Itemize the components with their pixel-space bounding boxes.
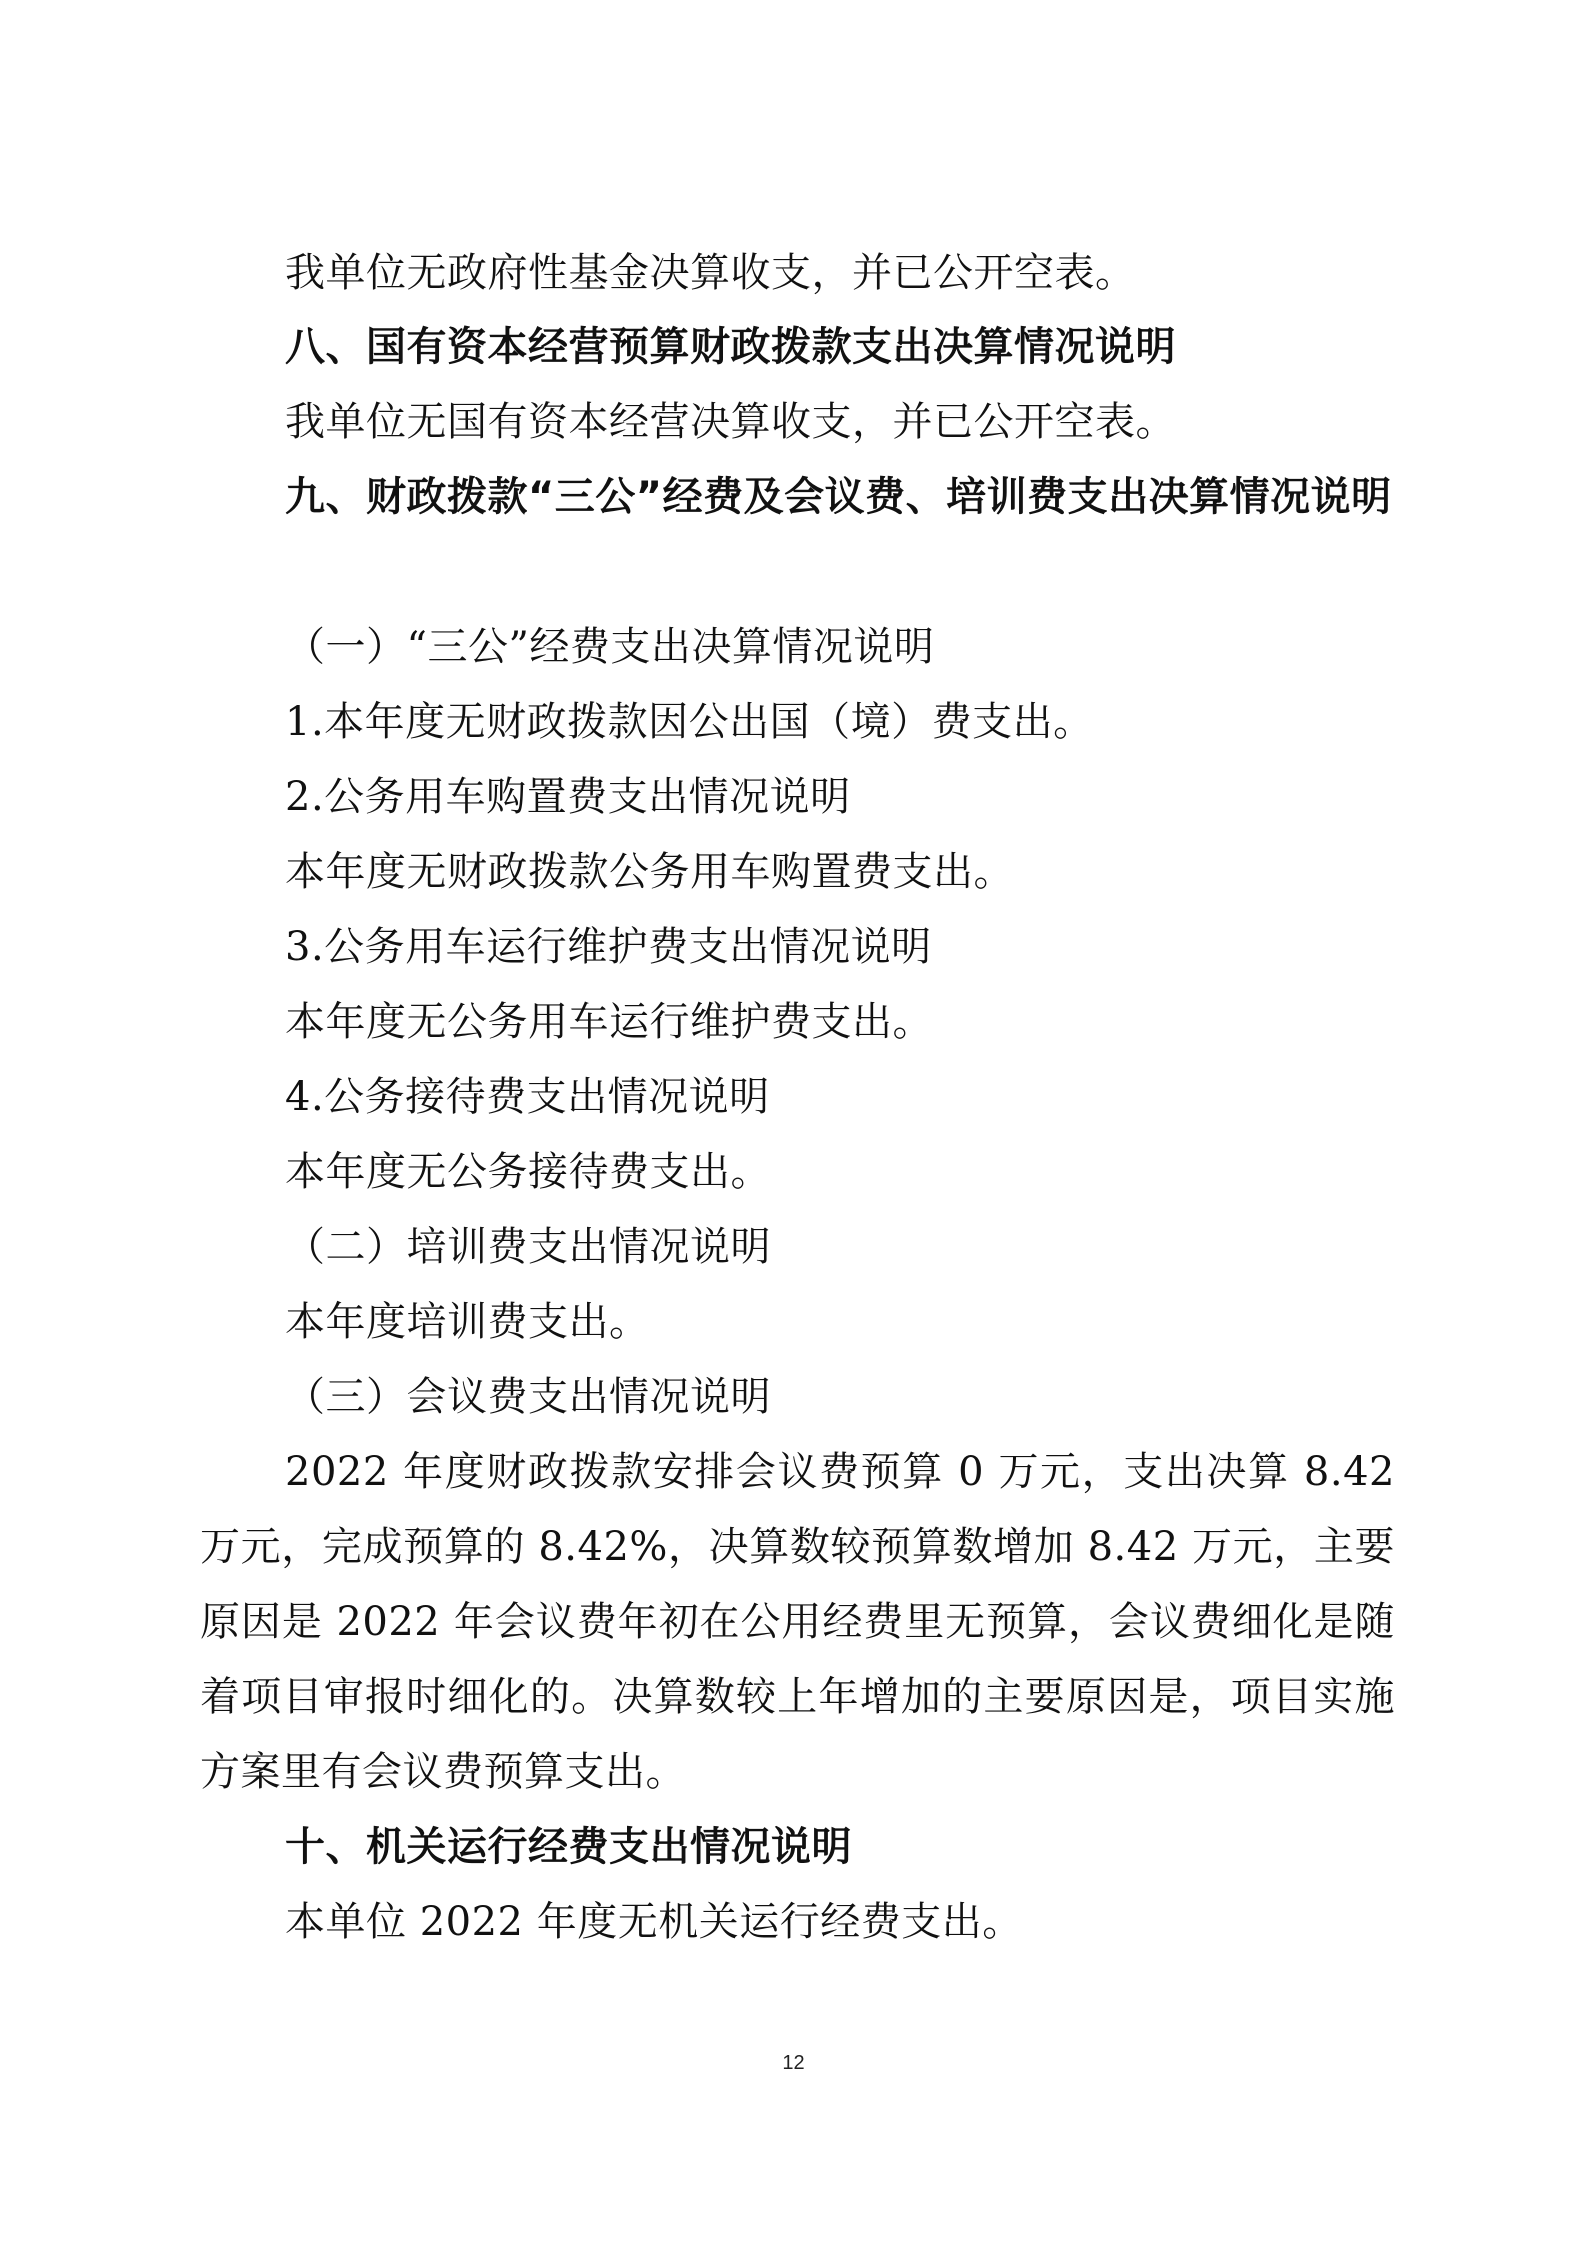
- subheading-vehicle-purchase: 2.公务用车购置费支出情况说明: [285, 774, 851, 820]
- subheading-three-public: （一）“三公”经费支出决算情况说明: [285, 624, 935, 670]
- text-line-state-capital: 我单位无国有资本经营决算收支，并已公开空表。: [285, 399, 1176, 445]
- subheading-vehicle-operation: 3.公务用车运行维护费支出情况说明: [285, 924, 932, 970]
- section-heading-9: 九、财政拨款“三公”经费及会议费、培训费支出决算情况说明: [285, 474, 1392, 520]
- subheading-meeting: （三）会议费支出情况说明: [285, 1374, 771, 1420]
- section-heading-10: 十、机关运行经费支出情况说明: [285, 1824, 852, 1870]
- text-line-vehicle-operation: 本年度无公务用车运行维护费支出。: [285, 999, 933, 1045]
- text-line-vehicle-purchase: 本年度无财政拨款公务用车购置费支出。: [285, 849, 1014, 895]
- subheading-reception: 4.公务接待费支出情况说明: [285, 1074, 770, 1120]
- text-line-overseas: 1.本年度无财政拨款因公出国（境）费支出。: [285, 699, 1094, 745]
- subheading-training: （二）培训费支出情况说明: [285, 1224, 771, 1270]
- page-number: 12: [782, 2052, 805, 2074]
- text-line-training: 本年度培训费支出。: [285, 1299, 650, 1345]
- text-line-reception: 本年度无公务接待费支出。: [285, 1149, 771, 1195]
- paragraph-meeting-expense: 2022 年度财政拨款安排会议费预算 0 万元，支出决算 8.42 万元，完成预算的 8.42%，决算数较预算数增加 8.42 万元，主要原因是 2022 年会议费年初在公用经费里无预算，会议费细化是随着项目审报时细化的。决算数较上年增加的主要原因是，项目实施方案里有会议费预算支出。: [200, 1449, 1395, 1795]
- text-line-operation-expense: 本单位 2022 年度无机关运行经费支出。: [285, 1899, 1023, 1945]
- text-line-government-fund: 我单位无政府性基金决算收支，并已公开空表。: [285, 250, 1136, 296]
- section-heading-8: 八、国有资本经营预算财政拨款支出决算情况说明: [285, 324, 1176, 370]
